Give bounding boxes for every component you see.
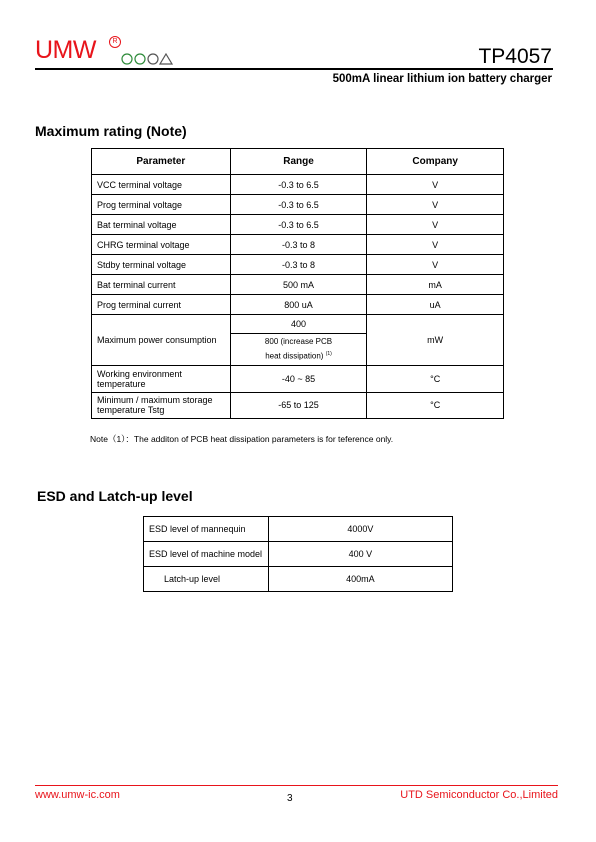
unit-cell: °C <box>367 392 504 418</box>
range-increased-line2: heat dissipation) <box>265 351 324 361</box>
table-row <box>92 235 504 255</box>
table-note: Note（1）：The additon of PCB heat dissipation parameters is for teference only. <box>90 434 394 444</box>
table-row <box>92 392 504 418</box>
registered-mark-icon: R <box>109 36 121 48</box>
esd-value: 4000V <box>268 517 452 542</box>
range-increased <box>231 334 367 365</box>
rohs-icon <box>122 54 132 64</box>
column-header: Company <box>367 149 504 175</box>
table-row <box>92 255 504 275</box>
esd-label: ESD level of mannequin <box>144 517 269 542</box>
table-row-power <box>92 315 504 366</box>
range-typical: 400 <box>231 315 367 334</box>
unit-cell: V <box>367 195 504 215</box>
esd-value: 400mA <box>268 567 452 592</box>
param-line1: Minimum / maximum storage <box>97 395 213 406</box>
document-subtitle: 500mA linear lithium ion battery charger <box>332 73 552 85</box>
table-row <box>92 295 504 315</box>
table-row <box>92 365 504 392</box>
section-title-max-rating: Maximum rating (Note) <box>35 123 187 139</box>
esd-label: ESD level of machine model <box>144 542 269 567</box>
unit-cell: V <box>367 175 504 195</box>
footnote-ref: (1) <box>325 351 332 357</box>
range-cell-power <box>230 315 367 366</box>
range-cell: -0.3 to 6.5 <box>230 215 367 235</box>
param-cell <box>92 392 231 418</box>
range-increased-line1: 800 (increase PCB <box>264 337 333 346</box>
range-cell: -40 ~ 85 <box>230 365 367 392</box>
range-cell: 500 mA <box>230 275 367 295</box>
unit-cell: V <box>367 215 504 235</box>
unit-cell: mA <box>367 275 504 295</box>
max-rating-table <box>91 148 504 419</box>
unit-cell: uA <box>367 295 504 315</box>
table-row <box>92 215 504 235</box>
page-number: 3 <box>287 793 293 804</box>
certification-icons <box>121 53 173 65</box>
unit-cell: mW <box>367 315 504 366</box>
range-cell: -0.3 to 6.5 <box>230 195 367 215</box>
section-title-esd: ESD and Latch-up level <box>37 488 193 504</box>
param-cell: Prog terminal current <box>92 295 231 315</box>
part-number: TP4057 <box>478 45 552 68</box>
range-cell: 800 uA <box>230 295 367 315</box>
param-line2: temperature Tstg <box>97 405 165 416</box>
esd-warning-icon <box>160 54 172 64</box>
column-header: Range <box>230 149 367 175</box>
param-cell: Maximum power consumption <box>92 315 231 366</box>
esd-label: Latch-up level <box>144 567 269 592</box>
unit-cell: V <box>367 235 504 255</box>
footer-rule <box>35 785 558 786</box>
range-cell: -0.3 to 8 <box>230 255 367 275</box>
param-cell <box>92 365 231 392</box>
esd-value: 400 V <box>268 542 452 567</box>
pb-free-icon <box>135 54 145 64</box>
table-row <box>144 542 453 567</box>
range-cell: -0.3 to 8 <box>230 235 367 255</box>
column-header: Parameter <box>92 149 231 175</box>
table-row <box>92 195 504 215</box>
table-row <box>144 567 453 592</box>
param-line1: Working environment <box>97 368 182 379</box>
table-row <box>92 275 504 295</box>
table-row <box>144 517 453 542</box>
param-cell: CHRG terminal voltage <box>92 235 231 255</box>
param-cell: Stdby terminal voltage <box>92 255 231 275</box>
company-logo: UMW <box>35 36 96 64</box>
param-cell: Prog terminal voltage <box>92 195 231 215</box>
unit-cell: °C <box>367 365 504 392</box>
halogen-free-icon <box>148 54 158 64</box>
range-cell: -65 to 125 <box>230 392 367 418</box>
unit-cell: V <box>367 255 504 275</box>
table-header-row <box>92 149 504 175</box>
param-cell: Bat terminal voltage <box>92 215 231 235</box>
footer-website-link[interactable]: www.umw-ic.com <box>35 789 120 801</box>
param-cell: Bat terminal current <box>92 275 231 295</box>
table-row <box>92 175 504 195</box>
param-line2: temperature <box>97 378 146 389</box>
footer-company-name: UTD Semiconductor Co.,Limited <box>400 789 558 801</box>
range-cell: -0.3 to 6.5 <box>230 175 367 195</box>
param-cell: VCC terminal voltage <box>92 175 231 195</box>
esd-table <box>143 516 453 592</box>
header-rule <box>35 68 553 70</box>
